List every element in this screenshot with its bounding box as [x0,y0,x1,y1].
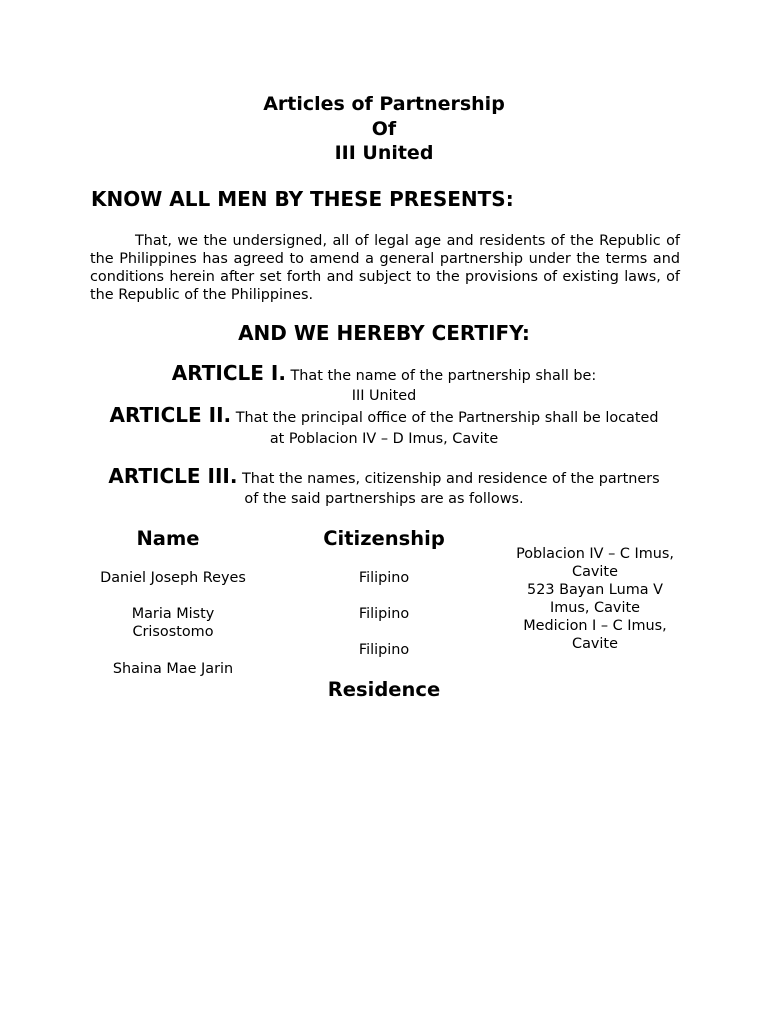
partner-citizenship: Filipino [358,606,410,622]
residence-column-header: Residence [327,678,441,701]
article-1-label: ARTICLE I. [171,361,286,385]
article-3 [0,464,768,489]
certify-heading: AND WE HEREBY CERTIFY: [238,321,530,345]
name-column-header: Name [136,527,200,550]
document-title-partnership-name: III United [334,142,434,164]
partner-name: Daniel Joseph Reyes [100,570,246,586]
article-1-value: III United [351,388,417,404]
article-3-continuation: of the said partnerships are as follows. [244,491,524,507]
intro-paragraph [90,232,680,304]
document-title: Articles of Partnership [263,93,505,115]
article-1-text: That the name of the partnership shall be: [290,368,597,384]
document-title-of: Of [371,118,397,140]
opening-heading: KNOW ALL MEN BY THESE PRESENTS: [91,187,514,211]
article-3-text: That the names, citizenship and residence of the partners [242,471,660,487]
partner-residence: 523 Bayan Luma V Imus, Cavite [527,582,663,616]
article-2 [0,403,768,428]
article-2-label: ARTICLE II. [109,403,232,427]
article-2-continuation: at Poblacion IV – D Imus, Cavite [269,431,499,447]
partner-name: Maria Misty Crisostomo [131,606,215,640]
article-2-text: That the principal office of the Partnership shall be located [235,410,659,426]
partner-residence: Poblacion IV – C Imus, Cavite [516,546,674,580]
article-1 [0,361,768,386]
citizenship-column-header: Citizenship [323,527,445,550]
partner-residence: Medicion I – C Imus, Cavite [523,618,667,652]
partner-name: Shaina Mae Jarin [112,661,234,677]
article-3-label: ARTICLE III. [108,464,238,488]
intro-text: That, we the undersigned, all of legal age and residents of the Republic of the Philippines has agreed to amend a general partnership under the terms and conditions herein after set forth and subject to the provisions of existing laws, of the Republic of the Philippines. [90,233,680,303]
partner-citizenship: Filipino [358,570,410,586]
partner-citizenship: Filipino [358,642,410,658]
